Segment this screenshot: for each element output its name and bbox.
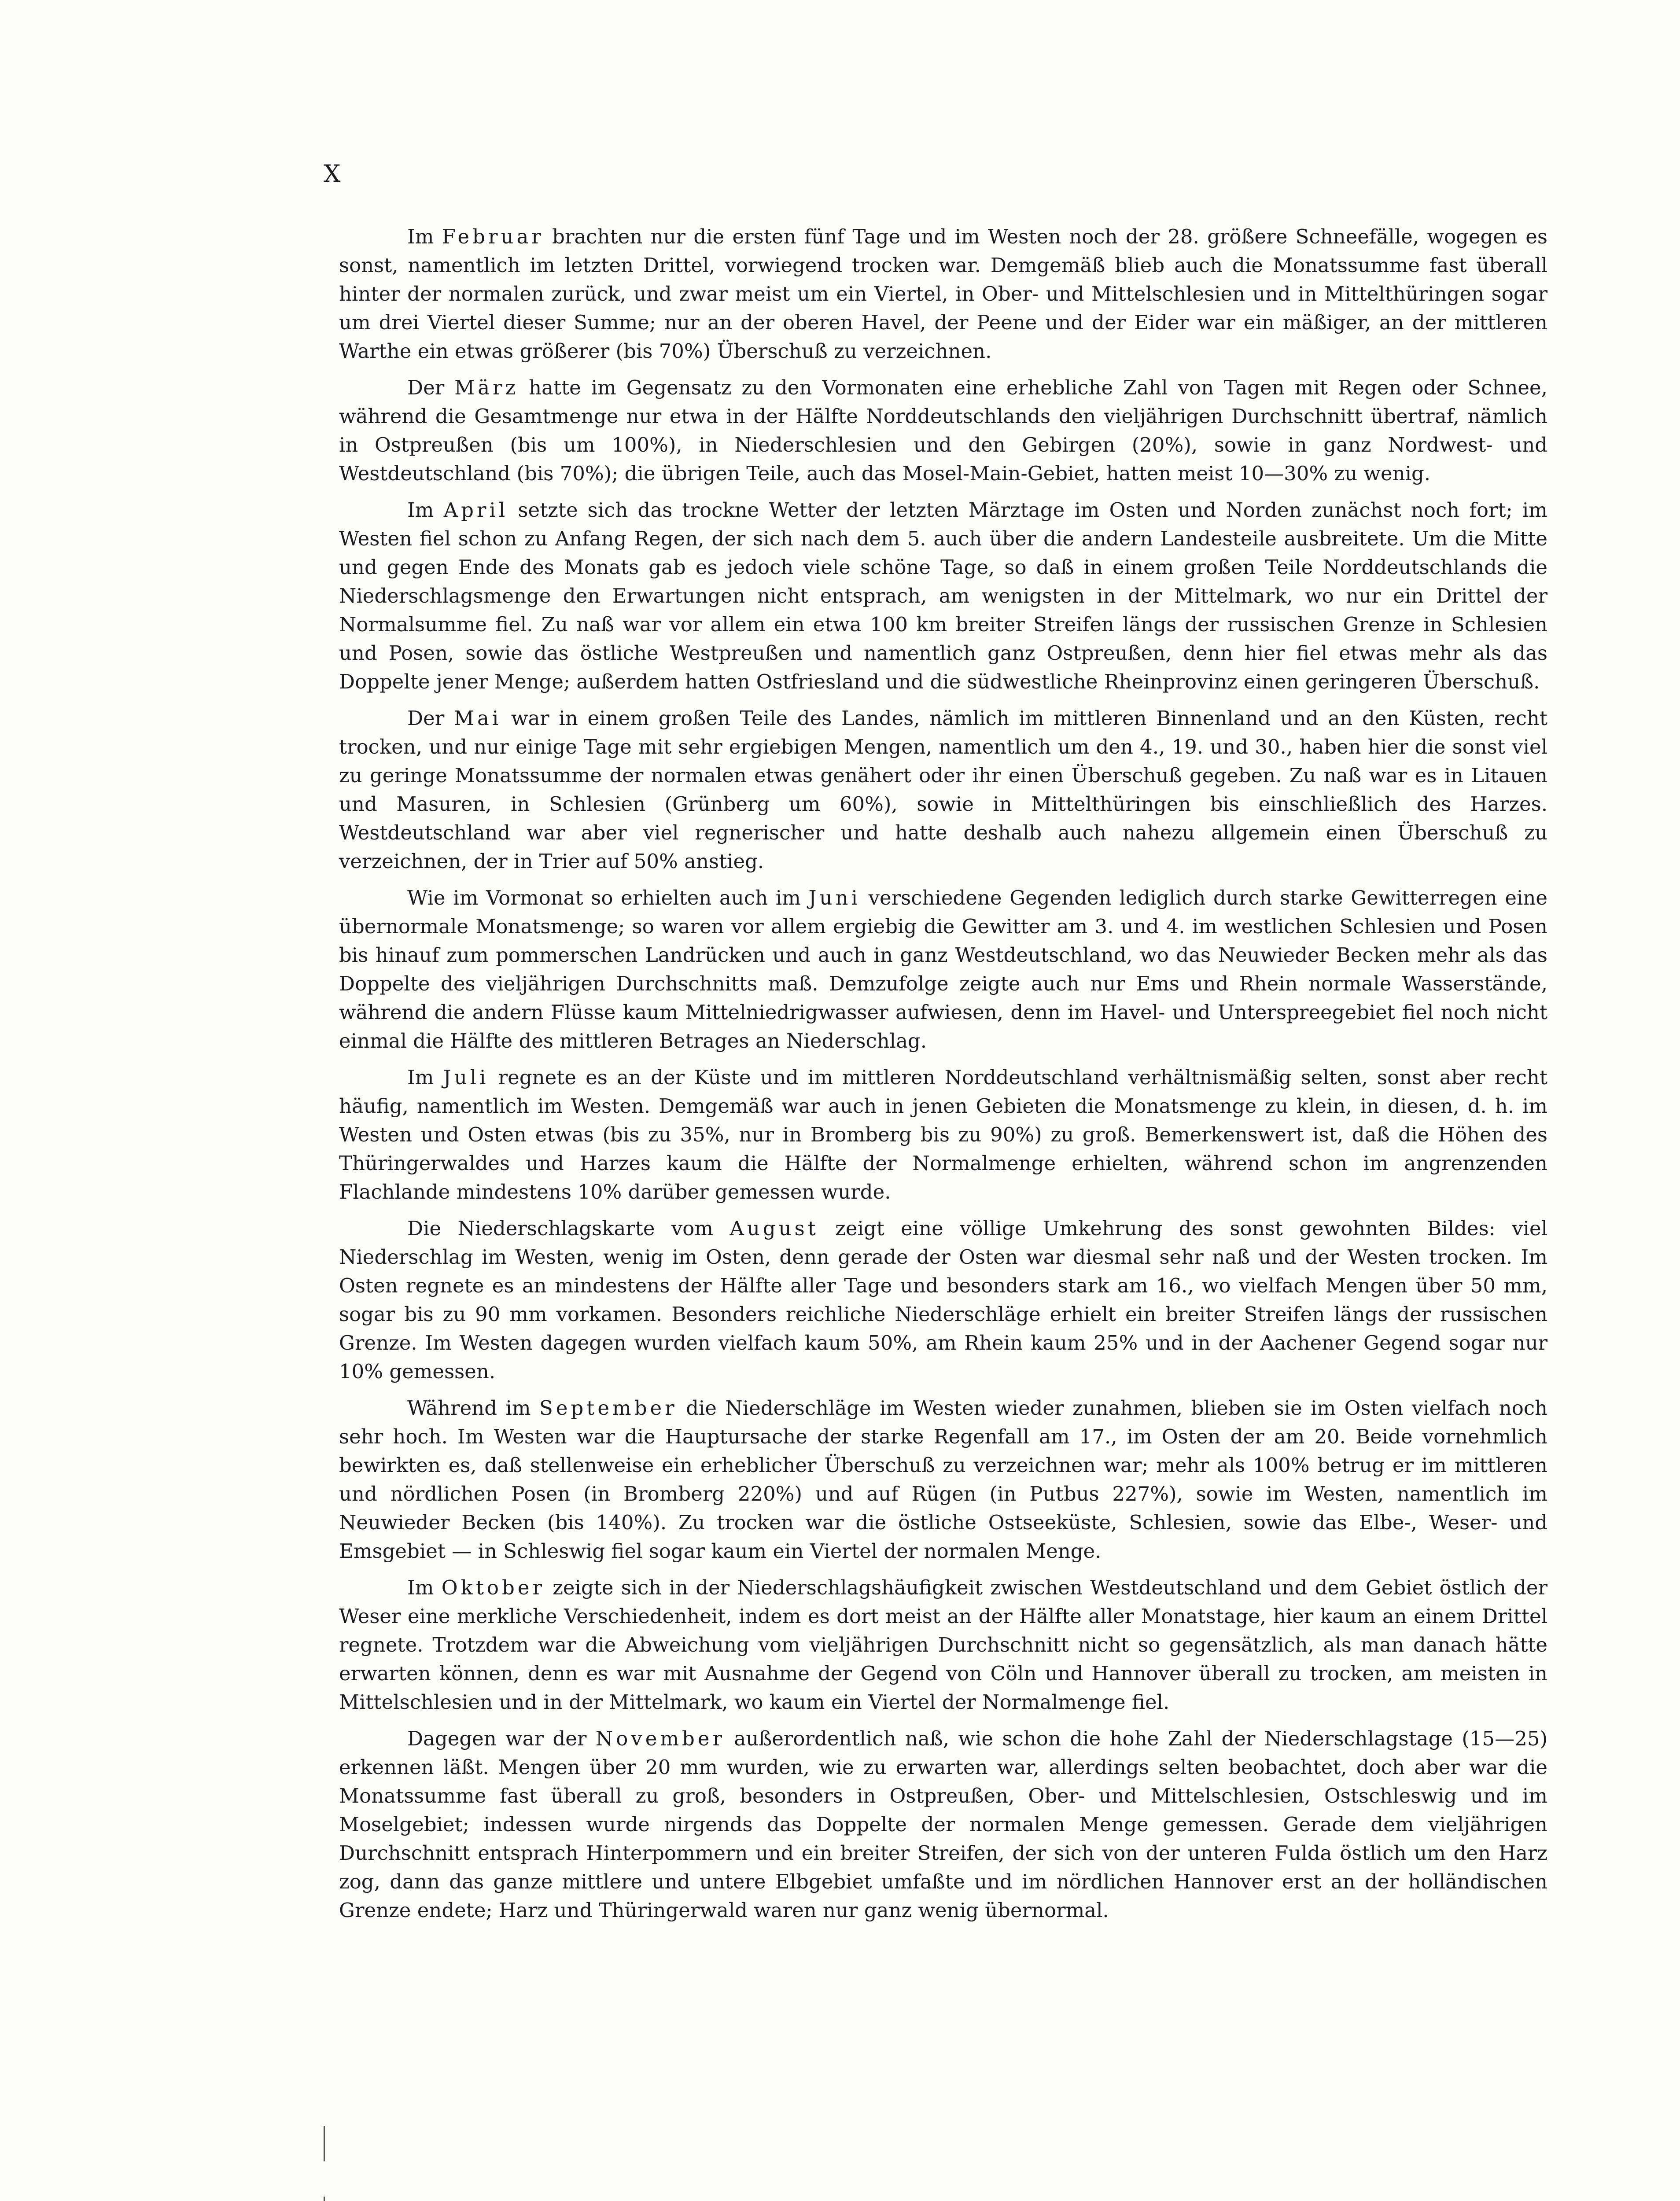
paragraph-maerz <box>339 373 1547 488</box>
paragraph-intro: Die Niederschlagskarte vom <box>407 1217 730 1240</box>
paragraph-april <box>339 496 1547 696</box>
paragraph-body: brachten nur die ersten fünf Tage und im Westen noch der 28. größere Schneefälle, wogegen es sonst, namentlich im letzten Drittel, vorwiegend trocken war. Demgemäß blieb auch die Monatssumme fast überall hinter der normalen zurück, und zwar meist um ein Viertel, in Ober- und Mittelschlesien und in Mittelthüringen sogar um drei Viertel dieser Summe; nur an der oberen Havel, der Peene und der Eider war ein mäßiger, an der mittleren Warthe ein etwas größerer (bis 70%) Überschuß zu verzeichnen. <box>339 225 1547 363</box>
scan-margin-mark <box>324 2197 325 2201</box>
paragraph-intro: Wie im Vormonat so erhielten auch im <box>407 886 809 909</box>
paragraph-body: außerordentlich naß, wie schon die hohe Zahl der Niederschlagstage (15—25) erkennen läßt. Mengen über 20 mm wurden, wie zu erwarten war, allerdings selten beobachtet, doch aber war die Monatssumme fast überall zu groß, besonders in Ostpreußen, Ober- und Mittelschlesien, Ostschleswig und im Moselgebiet; indessen wurde nirgends das Doppelte der normalen Menge gemessen. Gerade dem vieljährigen Durchschnitt entsprach Hinterpommern und ein breiter Streifen, der sich von der unteren Fulda östlich um den Harz zog, dann das ganze mittlere und untere Elbgebiet umfaßte und im nördlichen Hannover erst an der holländischen Grenze endete; Harz und Thüringerwald waren nur ganz wenig übernormal. <box>339 1727 1548 1922</box>
paragraph-body: die Niederschläge im Westen wieder zunahmen, blieben sie im Osten vielfach noch sehr hoch. Im Westen war die Hauptursache der starke Regenfall am 17., im Osten der am 20. Beide vornehmlich bewirkten es, daß stellenweise ein erheblicher Überschuß zu verzeichnen war; mehr als 100% betrug er im mittleren und nördlichen Posen (in Bromberg 220%) und auf Rügen (in Putbus 227%), sowie im Westen, namentlich im Neuwieder Becken (bis 140%). Zu trocken war die östliche Ostseeküste, Schlesien, sowie das Elbe-, Weser- und Emsgebiet — in Schleswig fiel sogar kaum ein Viertel der normalen Menge. <box>339 1396 1547 1563</box>
month-keyword: Juli <box>443 1066 489 1089</box>
paragraph-intro: Im <box>407 498 444 522</box>
paragraph-body: hatte im Gegensatz zu den Vormonaten eine erhebliche Zahl von Tagen mit Regen oder Schnee, während die Gesamtmenge nur etwa in der Hälfte Norddeutschlands den vieljährigen Durchschnitt übertraf, nämlich in Ostpreußen (bis um 100%), in Niederschlesien und den Gebirgen (20%), sowie in ganz Nordwest- und Westdeutschland (bis 70%); die übrigen Teile, auch das Mosel-Main-Gebiet, hatten meist 10—30% zu wenig. <box>339 376 1547 485</box>
paragraph-body: war in einem großen Teile des Landes, nämlich im mittleren Binnenland und an den Küsten, recht trocken, und nur einige Tage mit sehr ergiebigen Mengen, namentlich um den 4., 19. und 30., haben hier die sonst viel zu geringe Monatssumme der normalen etwas genähert oder ihr einen Überschuß gegeben. Zu naß war es in Litauen und Masuren, in Schlesien (Grünberg um 60%), sowie in Mittelthüringen bis einschließlich des Harzes. Westdeutschland war aber viel regnerischer und hatte deshalb auch nahezu allgemein einen Überschuß zu verzeichnen, der in Trier auf 50% anstieg. <box>339 707 1547 873</box>
paragraph-intro: Während im <box>407 1396 540 1420</box>
paragraph-intro: Der <box>407 707 454 730</box>
month-keyword: September <box>539 1396 678 1420</box>
paragraph-mai <box>339 704 1547 876</box>
paragraph-februar <box>339 222 1547 365</box>
month-keyword: Februar <box>442 225 544 248</box>
scan-margin-mark <box>324 2126 325 2161</box>
paragraph-august <box>339 1214 1547 1386</box>
paragraph-juni <box>339 883 1547 1055</box>
paragraph-body: setzte sich das trockne Wetter der letzten Märztage im Osten und Norden zunächst noch fort; im Westen fiel schon zu Anfang Regen, der sich nach dem 5. auch über die andern Landesteile ausbreitete. Um die Mitte und gegen Ende des Monats gab es jedoch viele schöne Tage, so daß in einem großen Teile Norddeutschlands die Niederschlagsmenge den Erwartungen nicht entsprach, am wenigsten in der Mittelmark, wo nur ein Drittel der Normalsumme fiel. Zu naß war vor allem ein etwa 100 km breiter Streifen längs der russischen Grenze in Schlesien und Posen, sowie das östliche Westpreußen und namentlich ganz Ostpreußen, denn hier fiel etwas mehr als das Doppelte jener Menge; außerdem hatten Ostfriesland und die südwestliche Rheinprovinz einen geringeren Überschuß. <box>339 498 1547 693</box>
paragraph-intro: Dagegen war der <box>407 1727 596 1750</box>
paragraph-juli <box>339 1063 1547 1206</box>
paragraph-november <box>339 1724 1547 1925</box>
page-number: X <box>324 160 342 188</box>
body-text <box>339 222 1547 1932</box>
month-keyword: Juni <box>808 886 861 909</box>
month-keyword: April <box>443 498 508 522</box>
paragraph-body: regnete es an der Küste und im mittleren Norddeutschland verhältnismäßig selten, sonst aber recht häufig, namentlich im Westen. Demgemäß war auch in jenen Gebieten die Monatsmenge zu klein, in diesen, d. h. im Westen und Osten etwas (bis zu 35%, nur in Bromberg bis zu 90%) zu groß. Bemerkenswert ist, daß die Höhen des Thüringerwaldes und Harzes kaum die Hälfte der Normalmenge erhielten, während schon im angrenzenden Flachlande mindestens 10% darüber gemessen wurde. <box>339 1066 1547 1204</box>
paragraph-body: zeigte sich in der Niederschlagshäufigkeit zwischen Westdeutschland und dem Gebiet östlich der Weser eine merkliche Verschiedenheit, indem es dort meist an der Hälfte aller Monatstage, hier kaum an einem Drittel regnete. Trotzdem war die Abweichung vom vieljährigen Durchschnitt nicht so gegensätzlich, als man danach hätte erwarten können, denn es war mit Ausnahme der Gegend von Cöln und Hannover überall zu trocken, am meisten in Mittelschlesien und in der Mittelmark, wo kaum ein Viertel der Normalmenge fiel. <box>339 1576 1547 1714</box>
month-keyword: Mai <box>453 707 502 730</box>
paragraph-intro: Der <box>407 376 455 399</box>
paragraph-intro: Im <box>407 225 442 248</box>
month-keyword: August <box>729 1217 819 1240</box>
paragraph-oktober <box>339 1573 1547 1716</box>
month-keyword: November <box>595 1727 725 1750</box>
paragraph-intro: Im <box>407 1066 443 1089</box>
paragraph-september <box>339 1394 1547 1565</box>
month-keyword: Oktober <box>441 1576 545 1599</box>
paragraph-intro: Im <box>407 1576 442 1599</box>
paragraph-body: verschiedene Gegenden lediglich durch starke Gewitterregen eine übernormale Monatsmenge; so waren vor allem ergiebig die Gewitter am 3. und 4. im westlichen Schlesien und Posen bis hinauf zum pommerschen Landrücken und auch in ganz Westdeutschland, wo das Neuwieder Becken mehr als das Doppelte des vieljährigen Durchschnitts maß. Demzufolge zeigte auch nur Ems und Rhein normale Wasserstände, während die andern Flüsse kaum Mittelniedrigwasser aufwiesen, denn im Havel- und Unterspreegebiet fiel noch nicht einmal die Hälfte des mittleren Betrages an Niederschlag. <box>339 886 1547 1053</box>
month-keyword: März <box>454 376 519 399</box>
paragraph-body: zeigt eine völlige Umkehrung des sonst gewohnten Bildes: viel Niederschlag im Westen, wenig im Osten, denn gerade der Osten war diesmal sehr naß und der Westen trocken. Im Osten regnete es an mindestens der Hälfte aller Tage und besonders stark am 16., wo vielfach Mengen über 50 mm, sogar bis zu 90 mm vorkamen. Besonders reichliche Niederschläge erhielt ein breiter Streifen längs der russischen Grenze. Im Westen dagegen wurden vielfach kaum 50%, am Rhein kaum 25% und in der Aachener Gegend sogar nur 10% gemessen. <box>339 1217 1547 1383</box>
